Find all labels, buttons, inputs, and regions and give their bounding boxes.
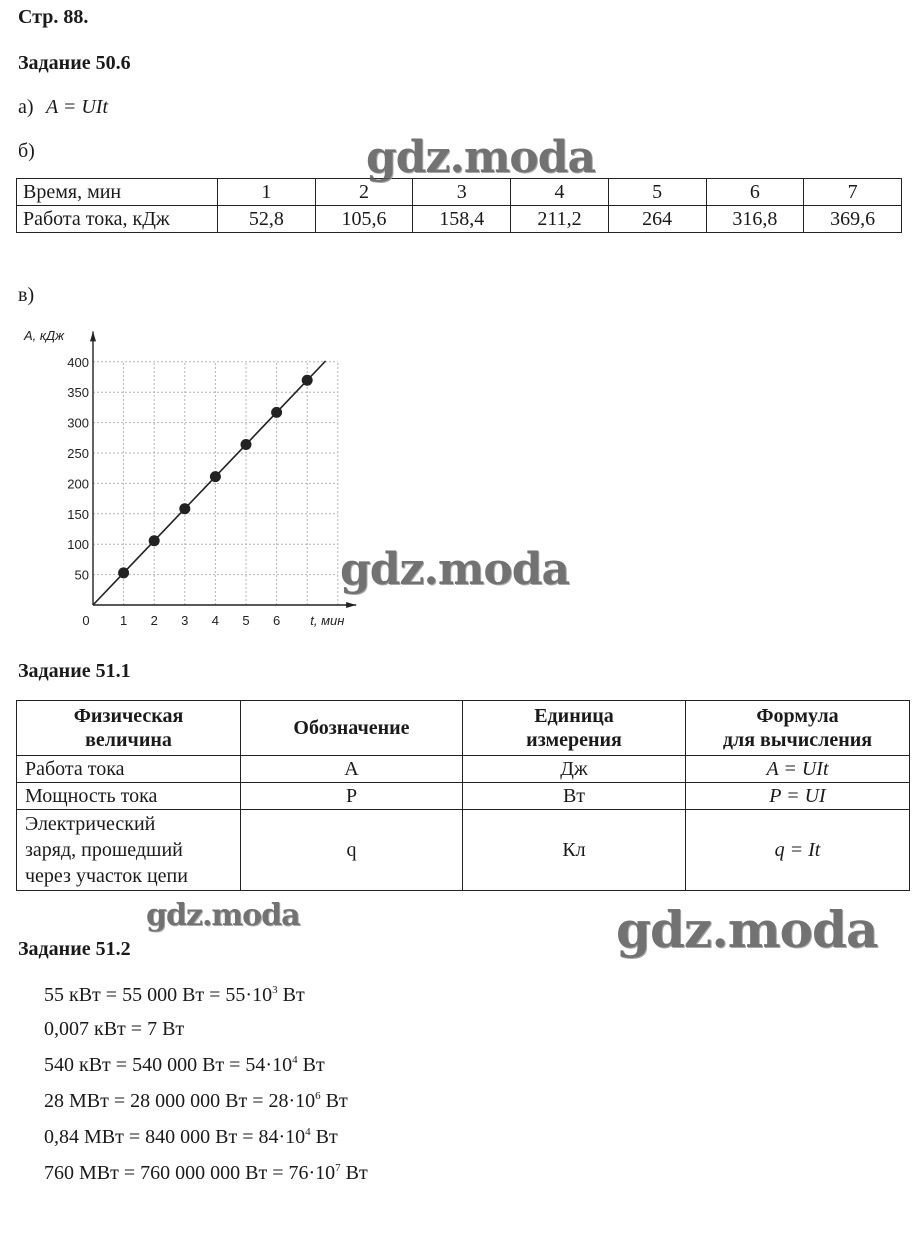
quantity-symbol: A bbox=[241, 756, 463, 783]
calc-line: 0,84 МВт = 840 000 Вт = $84\cdot 10^4$ Вт bbox=[44, 1126, 338, 1148]
time-work-table bbox=[16, 178, 902, 233]
x-tick-label: 0 bbox=[82, 613, 90, 628]
data-point bbox=[149, 535, 160, 546]
quantity-unit: Кл bbox=[463, 810, 686, 891]
part-v-label: в) bbox=[18, 284, 35, 306]
column-header: Единица измерения bbox=[463, 701, 686, 756]
quantity-formula: A = UIt bbox=[686, 756, 910, 783]
quantity-name: Мощность тока bbox=[17, 783, 241, 810]
x-axis-label: t, мин bbox=[310, 613, 345, 628]
calc-line: 0,007 кВт = 7 Вт bbox=[44, 1018, 185, 1040]
y-tick-label: 200 bbox=[67, 476, 89, 492]
calc-line: 540 кВт = 540 000 Вт = $54\cdot 10^4$ Вт bbox=[44, 1054, 325, 1076]
data-point bbox=[302, 375, 313, 386]
table-cell: 7 bbox=[804, 179, 902, 206]
y-tick-label: 350 bbox=[67, 385, 89, 401]
y-tick-label: 50 bbox=[74, 567, 89, 583]
y-axis-label: A, кДж bbox=[24, 328, 65, 343]
table-cell: 105,6 bbox=[315, 206, 413, 233]
y-tick-label: 300 bbox=[67, 415, 89, 431]
x-tick-label: 4 bbox=[211, 613, 220, 628]
part-b-label: б) bbox=[18, 140, 35, 162]
task-51-1-title: Задание 51.1 bbox=[18, 660, 131, 682]
y-tick-label: 250 bbox=[67, 446, 89, 461]
calc-line: 28 МВт = 28 000 000 Вт = $28\cdot 10^6$ Вт bbox=[44, 1090, 348, 1112]
y-tick-label: 400 bbox=[67, 354, 89, 370]
data-point bbox=[210, 471, 221, 482]
part-a-formula: A = UIt bbox=[46, 96, 109, 118]
table-cell: 6 bbox=[706, 179, 804, 206]
table-row bbox=[17, 783, 910, 810]
table-header-row bbox=[17, 701, 910, 756]
watermark-logo: gdz.moda bbox=[366, 132, 596, 183]
table-row-header: Время, мин bbox=[17, 179, 218, 206]
table-cell: 2 bbox=[315, 179, 413, 206]
table-cell: 211,2 bbox=[511, 206, 609, 233]
table-cell: 5 bbox=[608, 179, 706, 206]
data-point bbox=[118, 567, 129, 578]
quantity-unit: Дж bbox=[463, 756, 686, 783]
quantity-formula: P = UI bbox=[686, 783, 910, 810]
table-row-header: Работа тока, кДж bbox=[17, 206, 218, 233]
x-axis-arrow bbox=[346, 602, 356, 608]
x-tick-label: 1 bbox=[119, 613, 128, 628]
quantity-symbol: P bbox=[241, 783, 463, 810]
table-row bbox=[17, 206, 902, 233]
y-tick-label: 100 bbox=[67, 537, 89, 553]
table-cell: 369,6 bbox=[804, 206, 902, 233]
task-51-2-title: Задание 51.2 bbox=[18, 938, 131, 960]
data-point bbox=[241, 439, 252, 450]
calc-line: 760 МВт = 760 000 000 Вт = $76\cdot 10^7$ Вт bbox=[44, 1162, 368, 1184]
column-header: Физическая величина bbox=[17, 701, 241, 756]
x-tick-label: 6 bbox=[272, 613, 281, 628]
table-cell: 316,8 bbox=[706, 206, 804, 233]
quantity-symbol: q bbox=[241, 810, 463, 891]
part-a-label: а) bbox=[18, 96, 34, 118]
page-number: Стр. 88. bbox=[18, 6, 89, 28]
data-point bbox=[271, 407, 282, 418]
table-cell: 158,4 bbox=[413, 206, 511, 233]
quantity-name: Работа тока bbox=[17, 756, 241, 783]
table-row bbox=[17, 756, 910, 783]
data-point bbox=[179, 503, 190, 514]
watermark-logo: gdz.moda bbox=[616, 900, 878, 959]
column-header: Формула для вычисления bbox=[686, 701, 910, 756]
quantities-table bbox=[16, 700, 910, 891]
column-header: Обозначение bbox=[241, 701, 463, 756]
table-cell: 4 bbox=[511, 179, 609, 206]
table-cell: 52,8 bbox=[218, 206, 316, 233]
watermark-logo: gdz.moda bbox=[146, 898, 300, 933]
x-tick-label: 2 bbox=[150, 613, 158, 628]
task-50-6-title: Задание 50.6 bbox=[18, 52, 131, 74]
x-tick-label: 3 bbox=[181, 613, 189, 628]
watermark-logo: gdz.moda bbox=[340, 544, 570, 595]
table-row bbox=[17, 810, 910, 891]
y-axis-arrow bbox=[90, 331, 96, 341]
table-cell: 3 bbox=[413, 179, 511, 206]
quantity-unit: Вт bbox=[463, 783, 686, 810]
table-cell: 1 bbox=[218, 179, 316, 206]
table-cell: 264 bbox=[608, 206, 706, 233]
work-time-chart bbox=[16, 320, 376, 640]
x-tick-label: 5 bbox=[242, 613, 250, 628]
calc-line: 55 кВт = 55 000 Вт = $55\cdot 10^3$ Вт bbox=[44, 984, 305, 1006]
quantity-name: Электрический заряд, прошедший через участок цепи bbox=[17, 810, 241, 891]
y-tick-label: 150 bbox=[67, 506, 89, 522]
quantity-formula: q = It bbox=[686, 810, 910, 891]
